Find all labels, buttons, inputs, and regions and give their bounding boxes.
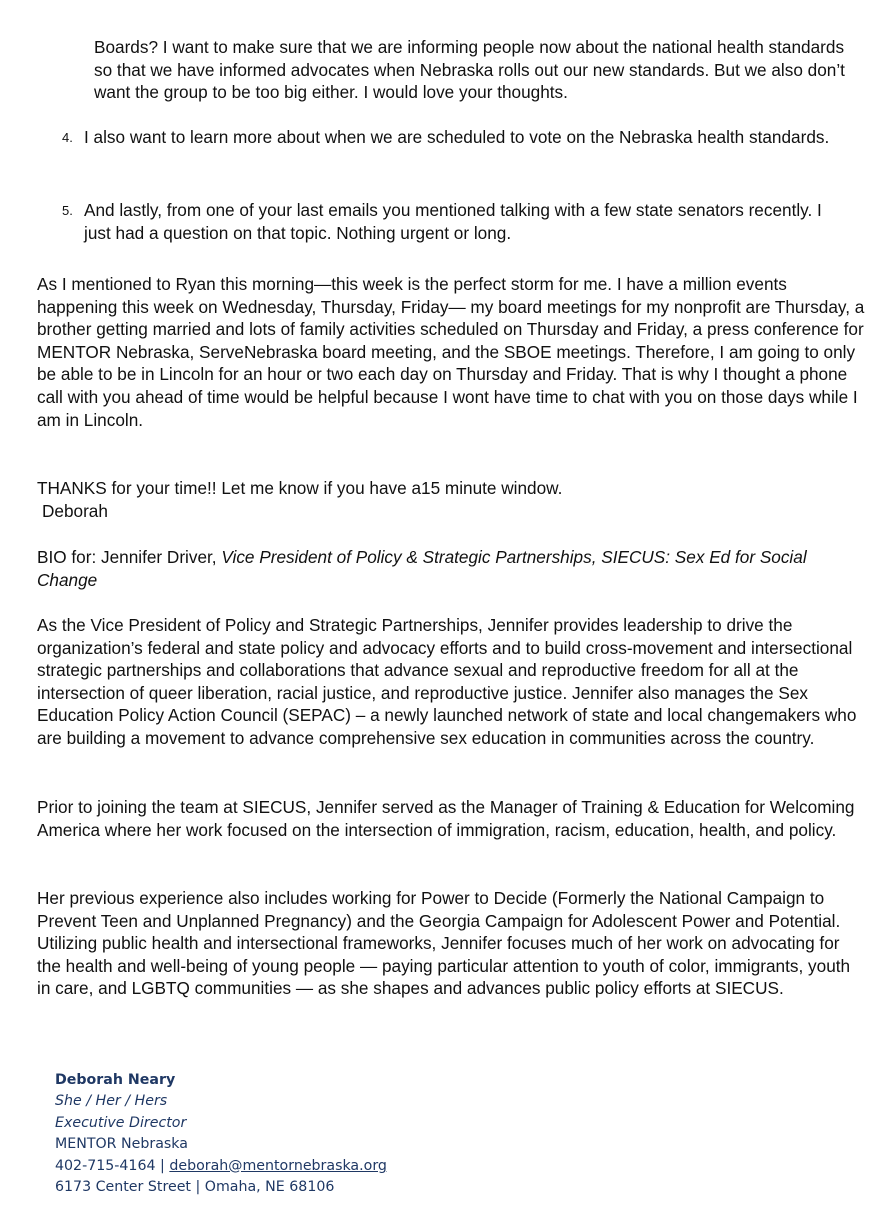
signature-pronouns: She / Her / Hers — [55, 1093, 168, 1110]
paragraph-thanks — [37, 477, 867, 522]
list-number: 5. — [62, 203, 73, 218]
paragraph-text: Her previous experience also includes working for Power to Decide (Formerly the National Campaign to Prevent Teen and Unplanned Pregnancy) and the Georgia Campaign for Adolescent Power and Potential. Utilizing public health and intersectional frameworks, Jennifer focuses much of her work on advocating for the health and well-being of young people — paying particular attention to youth of color, immigrants, youth in care, and LGBTQ communities — as she shapes and advances public policy efforts at SIECUS. — [37, 888, 851, 999]
paragraph-text: Prior to joining the team at SIECUS, Jennifer served as the Manager of Training & Education for Welcoming America where her work focused on the intersection of immigration, racism, education, health, and policy. — [37, 797, 855, 840]
bio-heading — [37, 546, 867, 591]
signature-separator: | — [155, 1157, 170, 1174]
email-signature — [55, 1070, 387, 1198]
list-item-text: And lastly, from one of your last emails you mentioned talking with a few state senators recently. I just had a question on that topic. Nothing urgent or long. — [84, 200, 822, 243]
bio-paragraph-2 — [37, 796, 867, 841]
signature-email-link[interactable]: deborah@mentornebraska.org — [169, 1157, 387, 1174]
signature-contact-line — [55, 1156, 387, 1177]
signature-phone: 402-715-4164 — [55, 1157, 156, 1174]
paragraph-schedule — [37, 273, 867, 431]
list-item-text: I also want to learn more about when we are scheduled to vote on the Nebraska health standards. — [84, 127, 830, 147]
bio-label: BIO for: Jennifer Driver, — [37, 547, 222, 567]
signature-title: Executive Director — [55, 1114, 187, 1131]
signature-address: 6173 Center Street | Omaha, NE 68106 — [55, 1179, 335, 1196]
thanks-text: THANKS for your time!! Let me know if you have a15 minute window. — [37, 478, 563, 498]
bio-title: Vice President of Policy & Strategic Partnerships, SIECUS: Sex Ed for Social Change — [37, 547, 807, 590]
bio-paragraph-1 — [37, 614, 867, 750]
list-number: 4. — [62, 130, 73, 145]
list-item-3-continuation: Boards? I want to make sure that we are informing people now about the national health standards so that we have informed advocates when Nebraska rolls out our new standards. But we also don’t want the group to be too big either. I would love your thoughts. — [94, 37, 845, 103]
bio-paragraph-3 — [37, 887, 867, 1000]
paragraph-text: As the Vice President of Policy and Strategic Partnerships, Jennifer provides leadership to drive the organization’s federal and state policy and advocacy efforts and to build cross-movement and intersectional strategic partnerships and collaborations that advance sexual and reproductive freedom for all at the intersection of queer liberation, racial justice, and reproductive justice. Jennifer also manages the Sex Education Policy Action Council (SEPAC) – a newly launched network of state and local changemakers who are building a movement to advance comprehensive sex education in communities across the country. — [37, 615, 857, 748]
signature-name: Deborah Neary — [55, 1072, 176, 1088]
signature-organization: MENTOR Nebraska — [55, 1136, 188, 1153]
thanks-signoff: Deborah — [42, 500, 108, 521]
paragraph-text: As I mentioned to Ryan this morning—this week is the perfect storm for me. I have a million events happening this week on Wednesday, Thursday, Friday— my board meetings for my nonprofit are Thursday, a brother getting married and lots of family activities scheduled on Thursday and Friday, a press conference for MENTOR Nebraska, ServeNebraska board meeting, and the SBOE meetings. Therefore, I am going to only be able to be in Lincoln for an hour or two each day on Thursday and Friday. That is why I thought a phone call with you ahead of time would be helpful because I wont have time to chat with you on those days while I am in Lincoln. — [37, 274, 865, 430]
